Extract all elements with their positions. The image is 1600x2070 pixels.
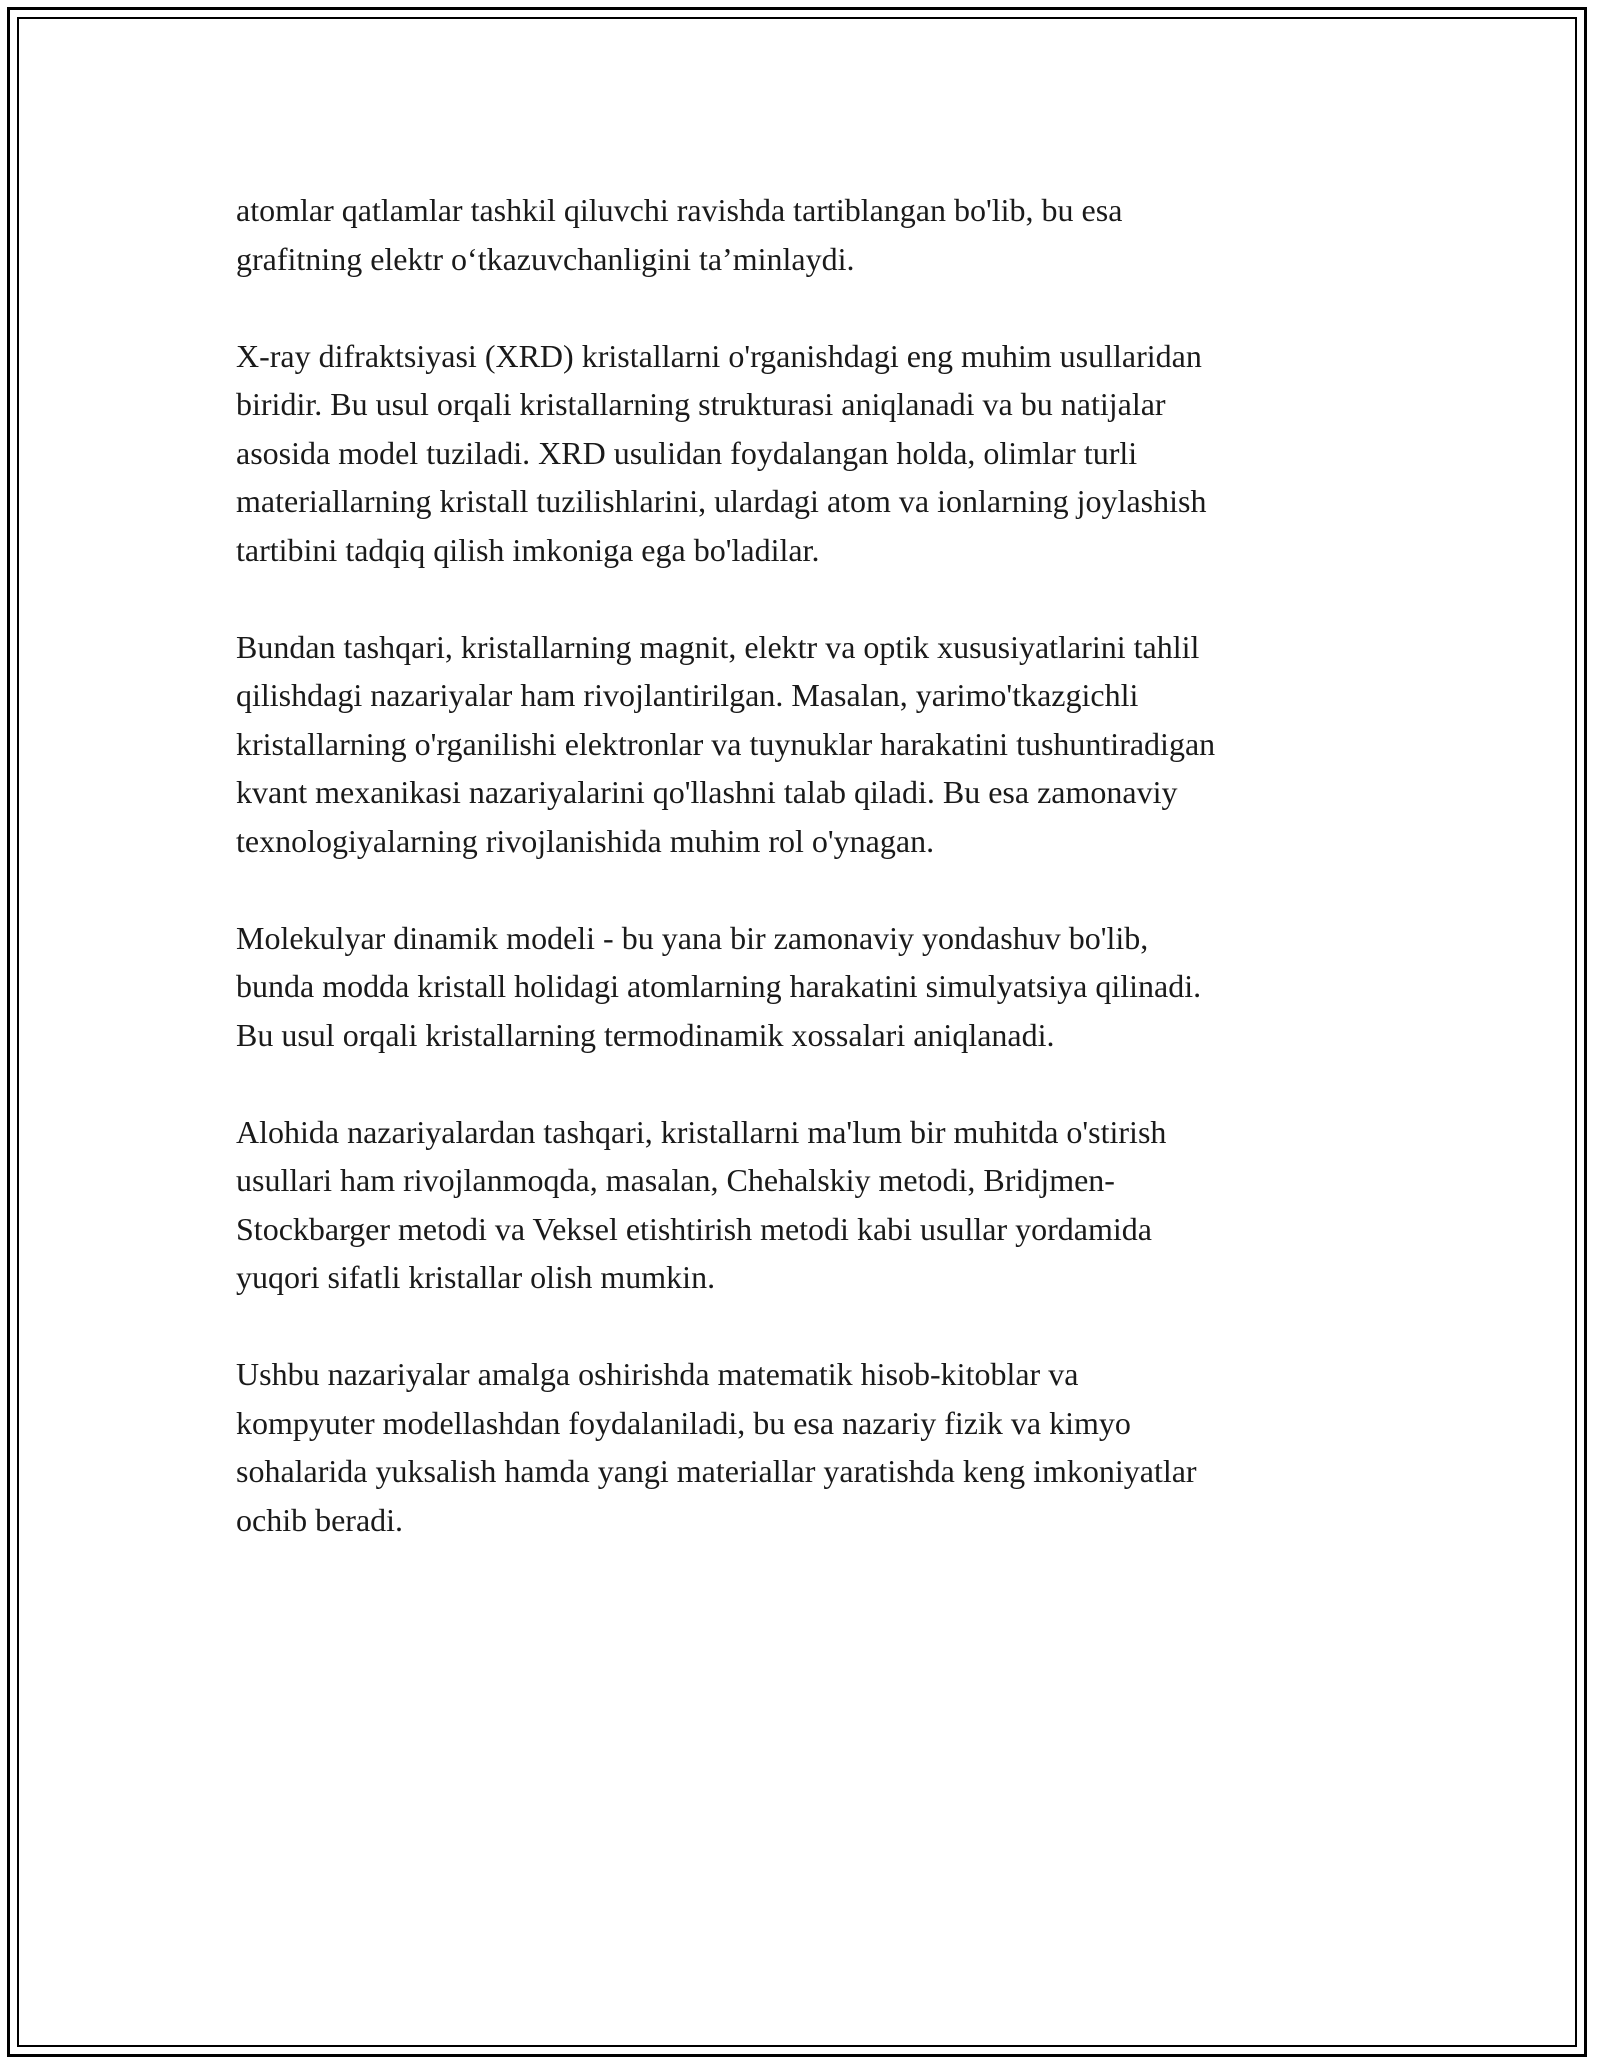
document-body xyxy=(236,186,1361,1593)
paragraph-conclusion: Ushbu nazariyalar amalga oshirishda matematik hisob-kitoblar va kompyuter modellashdan foydalaniladi, bu esa nazariy fizik va kimyo sohalarida yuksalish hamda yangi materiallar yaratishda keng imkoniyatlar ochib beradi. xyxy=(236,1356,1197,1538)
paragraph-properties: Bundan tashqari, kristallarning magnit, elektr va optik xususiyatlarini tahlil qilishdagi nazariyalar ham rivojlantirilgan. Masalan, yarimo'tkazgichli kristallarning o'rganilishi elektronlar va tuynuklar harakatini tushuntiradigan kvant mexanikasi nazariyalarini qo'llashni talab qiladi. Bu esa zamonaviy texnologiyalarning rivojlanishida muhim rol o'ynagan. xyxy=(236,628,1216,859)
paragraph-growth-methods: Alohida nazariyalardan tashqari, kristallarni ma'lum bir muhitda o'stirish usullari ham rivojlanmoqda, masalan, Chehalskiy metodi, Bridjmen- Stockbarger metodi va Veksel etishtirish metodi kabi usullar yordamida yuqori sifatli kristallar olish mumkin. xyxy=(236,1113,1167,1295)
paragraph-xrd: X-ray difraktsiyasi (XRD) kristallarni o'rganishdagi eng muhim usullaridan biridir. Bu usul orqali kristallarning strukturasi aniqlanadi va bu natijalar asosida model tuziladi. XRD usulidan foydalangan holda, olimlar turli materiallarning kristall tuzilishlarini, ulardagi atom va ionlarning joylashish tartibini tadqiq qilish imkoniga ega bo'ladilar. xyxy=(236,337,1207,568)
paragraph-molecular-dynamics: Molekulyar dinamik modeli - bu yana bir zamonaviy yondashuv bo'lib, bunda modda kristall holidagi atomlarning harakatini simulyatsiya qilinadi. Bu usul orqali kristallarning termodinamik xossalari aniqlanadi. xyxy=(236,919,1202,1053)
paragraph-graphite: atomlar qatlamlar tashkil qiluvchi ravishda tartiblangan bo'lib, bu esa grafitning elektr o‘tkazuvchanligini ta’minlaydi. xyxy=(236,192,1123,277)
